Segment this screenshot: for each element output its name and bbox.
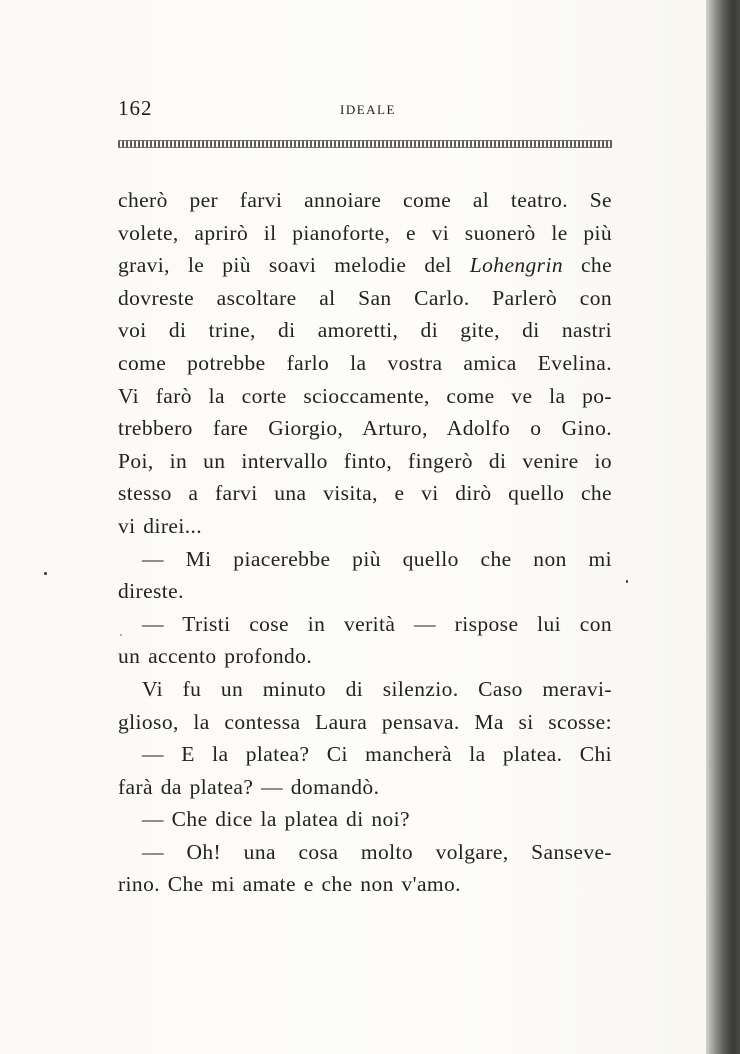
text-line: Vi farò la corte scioccamente, come ve la po-	[118, 383, 612, 408]
running-header	[118, 96, 612, 126]
dialogue-line: — Oh! una cosa molto volgare, Sanseve-	[142, 839, 612, 864]
text-line: direste.	[118, 579, 184, 604]
text-line: Poi, in un intervallo finto, fingerò di venire io	[118, 448, 612, 473]
text-line	[118, 249, 612, 282]
dialogue-line: — Tristi cose in verità — rispose lui con	[142, 611, 612, 636]
text-line: dovreste ascoltare al San Carlo. Parlerò con	[118, 285, 612, 310]
body-text	[118, 184, 612, 901]
text-line: volete, aprirò il pianoforte, e vi suonerò le più	[118, 220, 612, 245]
text-line: voi di trine, di amoretti, di gite, di nastri	[118, 318, 612, 343]
dialogue-line: — Mi piacerebbe più quello che non mi	[142, 546, 612, 571]
text-line: cherò per farvi annoiare come al teatro. Se	[118, 188, 612, 212]
text-line: stesso a farvi una visita, e vi dirò quello che	[118, 481, 612, 506]
page-number: 162	[118, 96, 153, 120]
print-speck	[626, 580, 628, 583]
print-speck	[120, 634, 122, 636]
text-line: farà da platea? — domandò.	[118, 774, 380, 799]
text-line: rino. Che mi amate e che non v'amo.	[118, 872, 461, 897]
italic-title: Lohengrin	[469, 253, 563, 278]
running-title: IDEALE	[340, 102, 396, 117]
print-speck	[44, 572, 47, 575]
text-line: un accento profondo.	[118, 644, 313, 669]
text-line: vi direi...	[118, 513, 203, 538]
text-line-part: che	[562, 253, 613, 278]
text-line: trebbero fare Giorgio, Arturo, Adolfo o Gino.	[118, 416, 612, 441]
ornamental-rule	[118, 140, 612, 148]
paragraph-start-line: Vi fu un minuto di silenzio. Caso meravi-	[142, 676, 612, 701]
text-line: glioso, la contessa Laura pensava. Ma si scosse:	[118, 709, 612, 734]
text-line-part: gravi, le più soavi melodie del	[118, 253, 470, 278]
book-spine-edge	[706, 0, 740, 1054]
text-line: come potrebbe farlo la vostra amica Evelina.	[118, 350, 612, 375]
dialogue-line: — Che dice la platea di noi?	[142, 807, 410, 832]
dialogue-line: — E la platea? Ci mancherà la platea. Chi	[142, 742, 612, 767]
